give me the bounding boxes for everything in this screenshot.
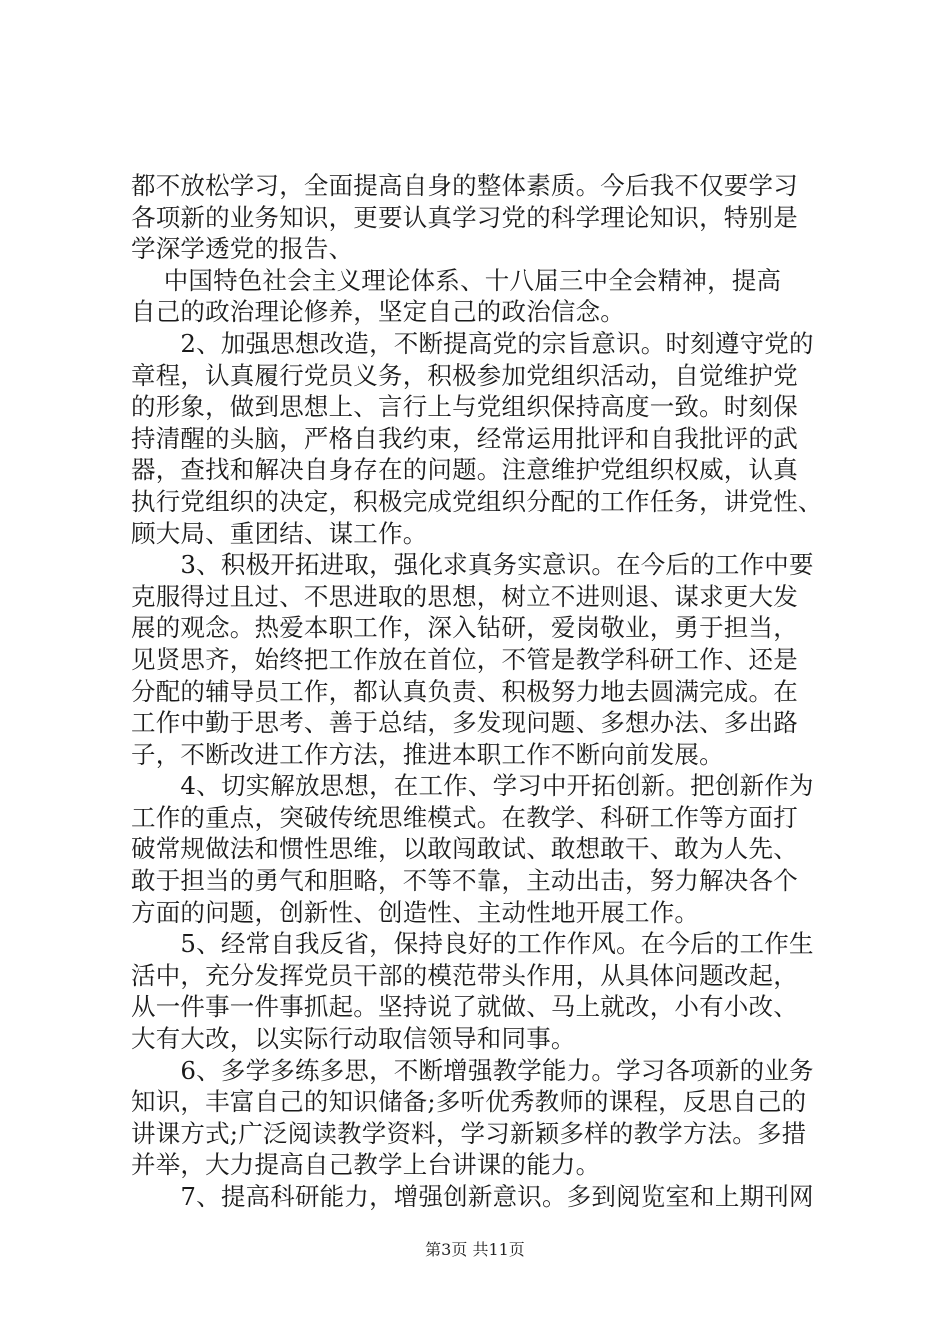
text-line: 的形象，做到思想上、言行上与党组织保持高度一致。时刻保 (131, 392, 798, 422)
text-line: 顾大局、重团结、谋工作。 (131, 518, 428, 548)
text-line: 展的观念。热爱本职工作，深入钻研，爱岗敬业，勇于担当， (131, 613, 798, 643)
text-line: 7、提高科研能力，增强创新意识。多到阅览室和上期刊网 (131, 1182, 814, 1211)
text-line: 工作中勤于思考、善于总结，多发现问题、多想办法、多出路 (131, 708, 798, 738)
text-line: 各项新的业务知识，更要认真学习党的科学理论知识，特别是 (131, 202, 798, 232)
text-line: 都不放松学习，全面提高自身的整体素质。今后我不仅要学习 (131, 171, 798, 200)
text-line: 3、积极开拓进取，强化求真务实意识。在今后的工作中要 (131, 550, 814, 580)
text-line: 破常规做法和惯性思维，以敢闯敢试、敢想敢干、敢为人先、 (131, 834, 798, 864)
text-line: 5、经常自我反省，保持良好的工作作风。在今后的工作生 (131, 929, 814, 959)
text-line: 讲课方式;广泛阅读教学资料，学习新颖多样的教学方法。多措 (131, 1118, 807, 1148)
text-line: 器，查找和解决自身存在的问题。注意维护党组织权威，认真 (131, 455, 798, 485)
text-line: 2、加强思想改造，不断提高党的宗旨意识。时刻遵守党的 (131, 328, 814, 358)
text-line: 克服得过且过、不思进取的思想，树立不进则退、谋求更大发 (131, 581, 798, 611)
body-text (131, 170, 851, 1213)
page-footer: 第3页 共11页 (425, 1240, 525, 1259)
text-line: 4、切实解放思想，在工作、学习中开拓创新。把创新作为 (131, 771, 814, 801)
text-line: 章程，认真履行党员义务，积极参加党组织活动，自觉维护党 (131, 360, 798, 390)
text-line: 知识，丰富自己的知识储备;多听优秀教师的课程，反思自己的 (131, 1087, 807, 1117)
text-line: 中国特色社会主义理论体系、十八届三中全会精神，提高 (131, 265, 782, 295)
text-line: 学深学透党的报告、 (131, 234, 354, 264)
text-line: 从一件事一件事抓起。坚持说了就做、马上就改，小有小改、 (131, 992, 798, 1022)
text-line: 工作的重点，突破传统思维模式。在教学、科研工作等方面打 (131, 802, 798, 832)
text-line: 大有大改，以实际行动取信领导和同事。 (131, 1024, 576, 1054)
text-line: 自己的政治理论修养，坚定自己的政治信念。 (131, 297, 625, 327)
text-line: 执行党组织的决定，积极完成党组织分配的工作任务，讲党性、 (131, 486, 823, 516)
text-line: 并举，大力提高自己教学上台讲课的能力。 (131, 1150, 601, 1180)
text-line: 方面的问题，创新性、创造性、主动性地开展工作。 (131, 897, 700, 927)
text-line: 见贤思齐，始终把工作放在首位，不管是教学科研工作、还是 (131, 644, 798, 674)
text-line: 活中，充分发挥党员干部的模范带头作用，从具体问题改起， (131, 960, 798, 990)
text-line: 持清醒的头脑，严格自我约束，经常运用批评和自我批评的武 (131, 423, 798, 453)
text-line: 分配的辅导员工作，都认真负责、积极努力地去圆满完成。在 (131, 676, 798, 706)
text-line: 子，不断改进工作方法，推进本职工作不断向前发展。 (131, 739, 724, 769)
text-line: 6、多学多练多思，不断增强教学能力。学习各项新的业务 (131, 1055, 814, 1085)
text-line: 敢于担当的勇气和胆略，不等不靠，主动出击，努力解决各个 (131, 866, 798, 896)
